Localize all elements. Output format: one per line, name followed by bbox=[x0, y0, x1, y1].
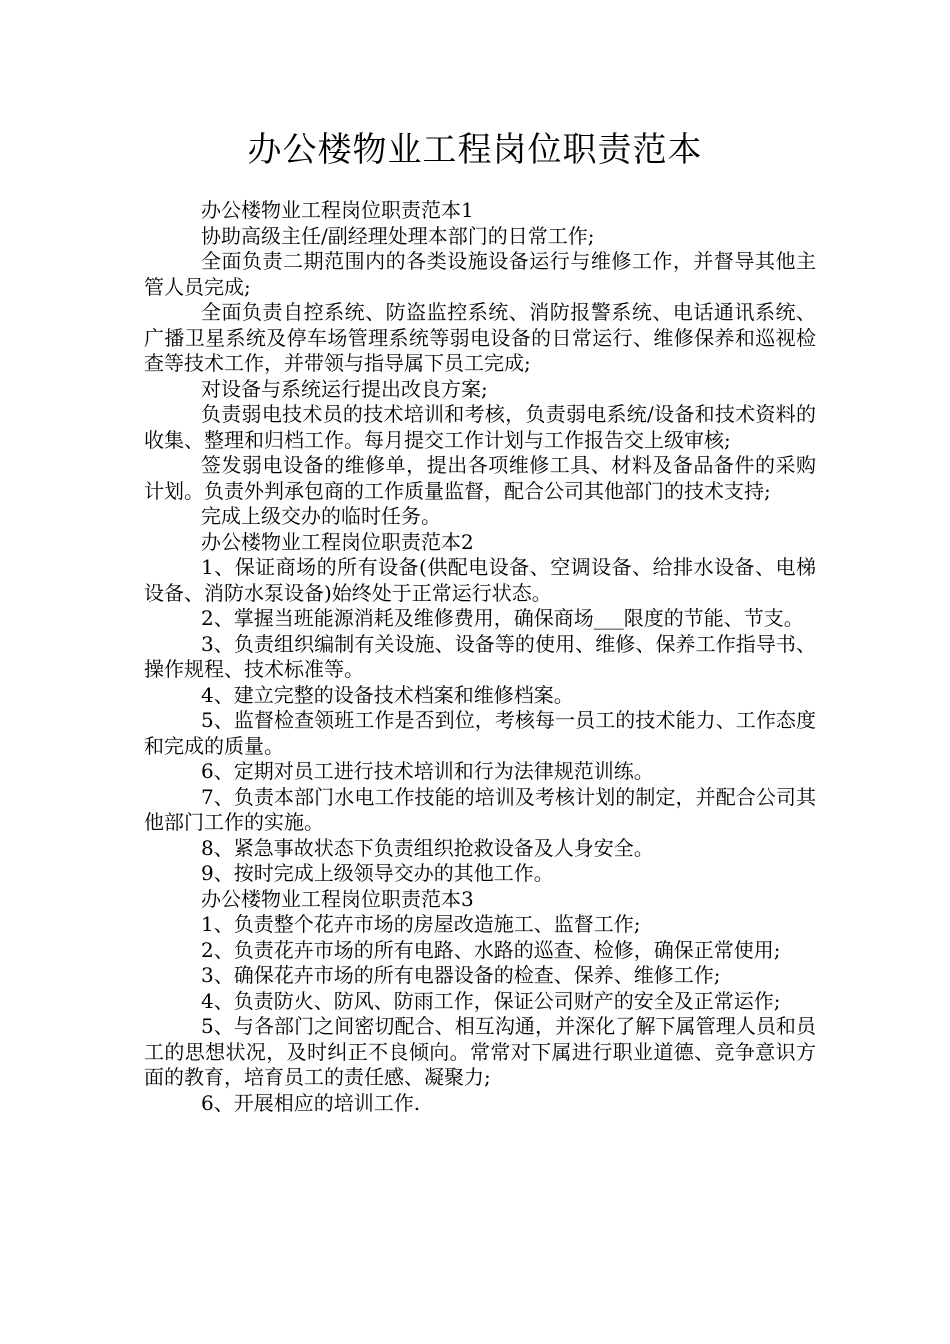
list-item: 4、建立完整的设备技术档案和维修档案。 bbox=[201, 682, 574, 707]
list-item: 2、掌握当班能源消耗及维修费用，确保商场___限度的节能、节支。 bbox=[201, 606, 804, 630]
paragraph: 全面负责二期范围内的各类设施设备运行与维修工作，并督导其他主管人员完成; bbox=[144, 249, 816, 299]
paragraph: 完成上级交办的临时任务。 bbox=[201, 504, 441, 528]
paragraph: 对设备与系统运行提出改良方案; bbox=[201, 376, 488, 401]
list-item: 6、定期对员工进行技术培训和行为法律规范训练。 bbox=[201, 759, 654, 783]
list-item: 3、确保花卉市场的所有电器设备的检查、保养、维修工作; bbox=[201, 963, 721, 987]
list-item: 1、保证商场的所有设备(供配电设备、空调设备、给排水设备、电梯设备、消防水泵设备)始终处于正常运行状态。 bbox=[144, 555, 816, 605]
list-item: 9、按时完成上级领导交办的其他工作。 bbox=[201, 861, 554, 885]
paragraph: 全面负责自控系统、防盗监控系统、消防报警系统、电话通讯系统、广播卫星系统及停车场管理系统等弱电设备的日常运行、维修保养和巡视检查等技术工作，并带领与指导属下员工完成; bbox=[144, 300, 816, 375]
list-item: 5、监督检查领班工作是否到位，考核每一员工的技术能力、工作态度和完成的质量。 bbox=[144, 708, 816, 758]
list-item: 6、开展相应的培训工作. bbox=[201, 1090, 421, 1115]
list-item: 5、与各部门之间密切配合、相互沟通，并深化了解下属管理人员和员工的思想状况，及时纠正不良倾向。常常对下属进行职业道德、竞争意识方面的教育，培育员工的责任感、凝聚力; bbox=[144, 1014, 816, 1089]
list-item: 8、紧急事故状态下负责组织抢救设备及人身安全。 bbox=[201, 835, 654, 860]
paragraph: 协助高级主任/副经理处理本部门的日常工作; bbox=[201, 223, 595, 248]
section-heading-1: 办公楼物业工程岗位职责范本1 bbox=[201, 198, 474, 222]
list-item: 2、负责花卉市场的所有电路、水路的巡查、检修，确保正常使用; bbox=[201, 937, 781, 962]
paragraph: 签发弱电设备的维修单，提出各项维修工具、材料及备品备件的采购计划。负责外判承包商的工作质量监督，配合公司其他部门的技术支持; bbox=[144, 453, 816, 503]
list-item: 4、负责防火、防风、防雨工作，保证公司财产的安全及正常运作; bbox=[201, 988, 781, 1013]
document-body bbox=[144, 198, 816, 1116]
paragraph: 负责弱电技术员的技术培训和考核，负责弱电系统/设备和技术资料的收集、整理和归档工作。每月提交工作计划与工作报告交上级审核; bbox=[144, 402, 816, 452]
document-title: 办公楼物业工程岗位职责范本 bbox=[247, 130, 703, 170]
list-item: 3、负责组织编制有关设施、设备等的使用、维修、保养工作指导书、操作规程、技术标准等。 bbox=[144, 631, 816, 681]
section-heading-3: 办公楼物业工程岗位职责范本3 bbox=[201, 886, 474, 911]
list-item: 1、负责整个花卉市场的房屋改造施工、监督工作; bbox=[201, 912, 641, 936]
list-item: 7、负责本部门水电工作技能的培训及考核计划的制定，并配合公司其他部门工作的实施。 bbox=[144, 784, 816, 834]
section-heading-2: 办公楼物业工程岗位职责范本2 bbox=[201, 529, 474, 554]
